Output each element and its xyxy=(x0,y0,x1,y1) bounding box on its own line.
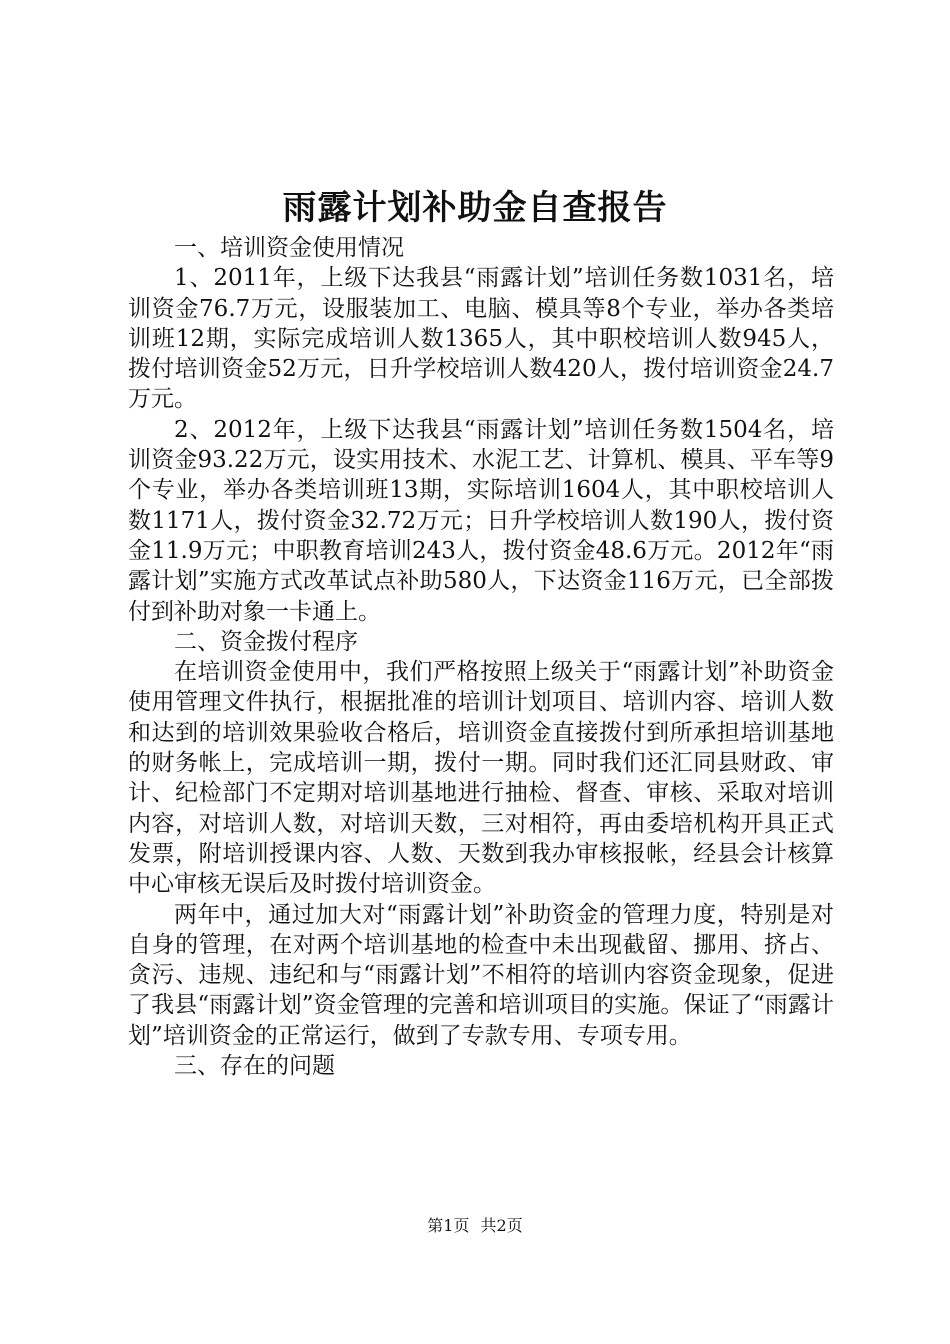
paragraph-management: 两年中，通过加大对“雨露计划”补助资金的管理力度，特别是对自身的管理，在对两个培训基地的检查中未出现截留、挪用、挤占、贪污、违规、违纪和与“雨露计划”不相符的培训内容资金现象，促进了我县“雨露计划”资金管理的完善和培训项目的实施。保证了“雨露计划”培训资金的正常运行，做到了专款专用、专项专用。 xyxy=(128,901,834,1049)
section-heading-3: 三、存在的问题 xyxy=(174,1053,335,1080)
page-number-current: 第1页 xyxy=(427,1216,470,1235)
paragraph-2011: 1、2011年，上级下达我县“雨露计划”培训任务数1031名，培训资金76.7万元，设服装加工、电脑、模具等8个专业，举办各类培训班12期，实际完成培训人数1365人，其中职校培训人数945人，拨付培训资金52万元，日升学校培训人数420人，拨付培训资金24.7万元。 xyxy=(128,265,834,413)
section-heading-2: 二、资金拨付程序 xyxy=(174,628,358,655)
paragraph-2012: 2、2012年，上级下达我县“雨露计划”培训任务数1504名，培训资金93.22万元，设实用技术、水泥工艺、计算机、模具、平车等9个专业，举办各类培训班13期，实际培训1604人，其中职校培训人数1171人，拨付资金32.72万元；日升学校培训人数190人，拨付资金11.9万元；中职教育培训243人，拨付资金48.6万元。2012年“雨露计划”实施方式改革试点补助580人，下达资金116万元，已全部拨付到补助对象一卡通上。 xyxy=(128,416,834,625)
page-footer xyxy=(0,1214,950,1238)
document-title: 雨露计划补助金自查报告 xyxy=(282,188,668,228)
page-number-total: 共2页 xyxy=(480,1216,523,1235)
paragraph-procedure: 在培训资金使用中，我们严格按照上级关于“雨露计划”补助资金使用管理文件执行，根据批准的培训计划项目、培训内容、培训人数和达到的培训效果验收合格后，培训资金直接拨付到所承担培训基地的财务帐上，完成培训一期，拨付一期。同时我们还汇同县财政、审计、纪检部门不定期对培训基地进行抽检、督查、审核、采取对培训内容，对培训人数，对培训天数，三对相符，再由委培机构开具正式发票，附培训授课内容、人数、天数到我办审核报帐，经县会计核算中心审核无误后及时拨付培训资金。 xyxy=(128,659,834,898)
section-heading-1: 一、培训资金使用情况 xyxy=(174,235,404,261)
document-body xyxy=(128,233,834,1081)
